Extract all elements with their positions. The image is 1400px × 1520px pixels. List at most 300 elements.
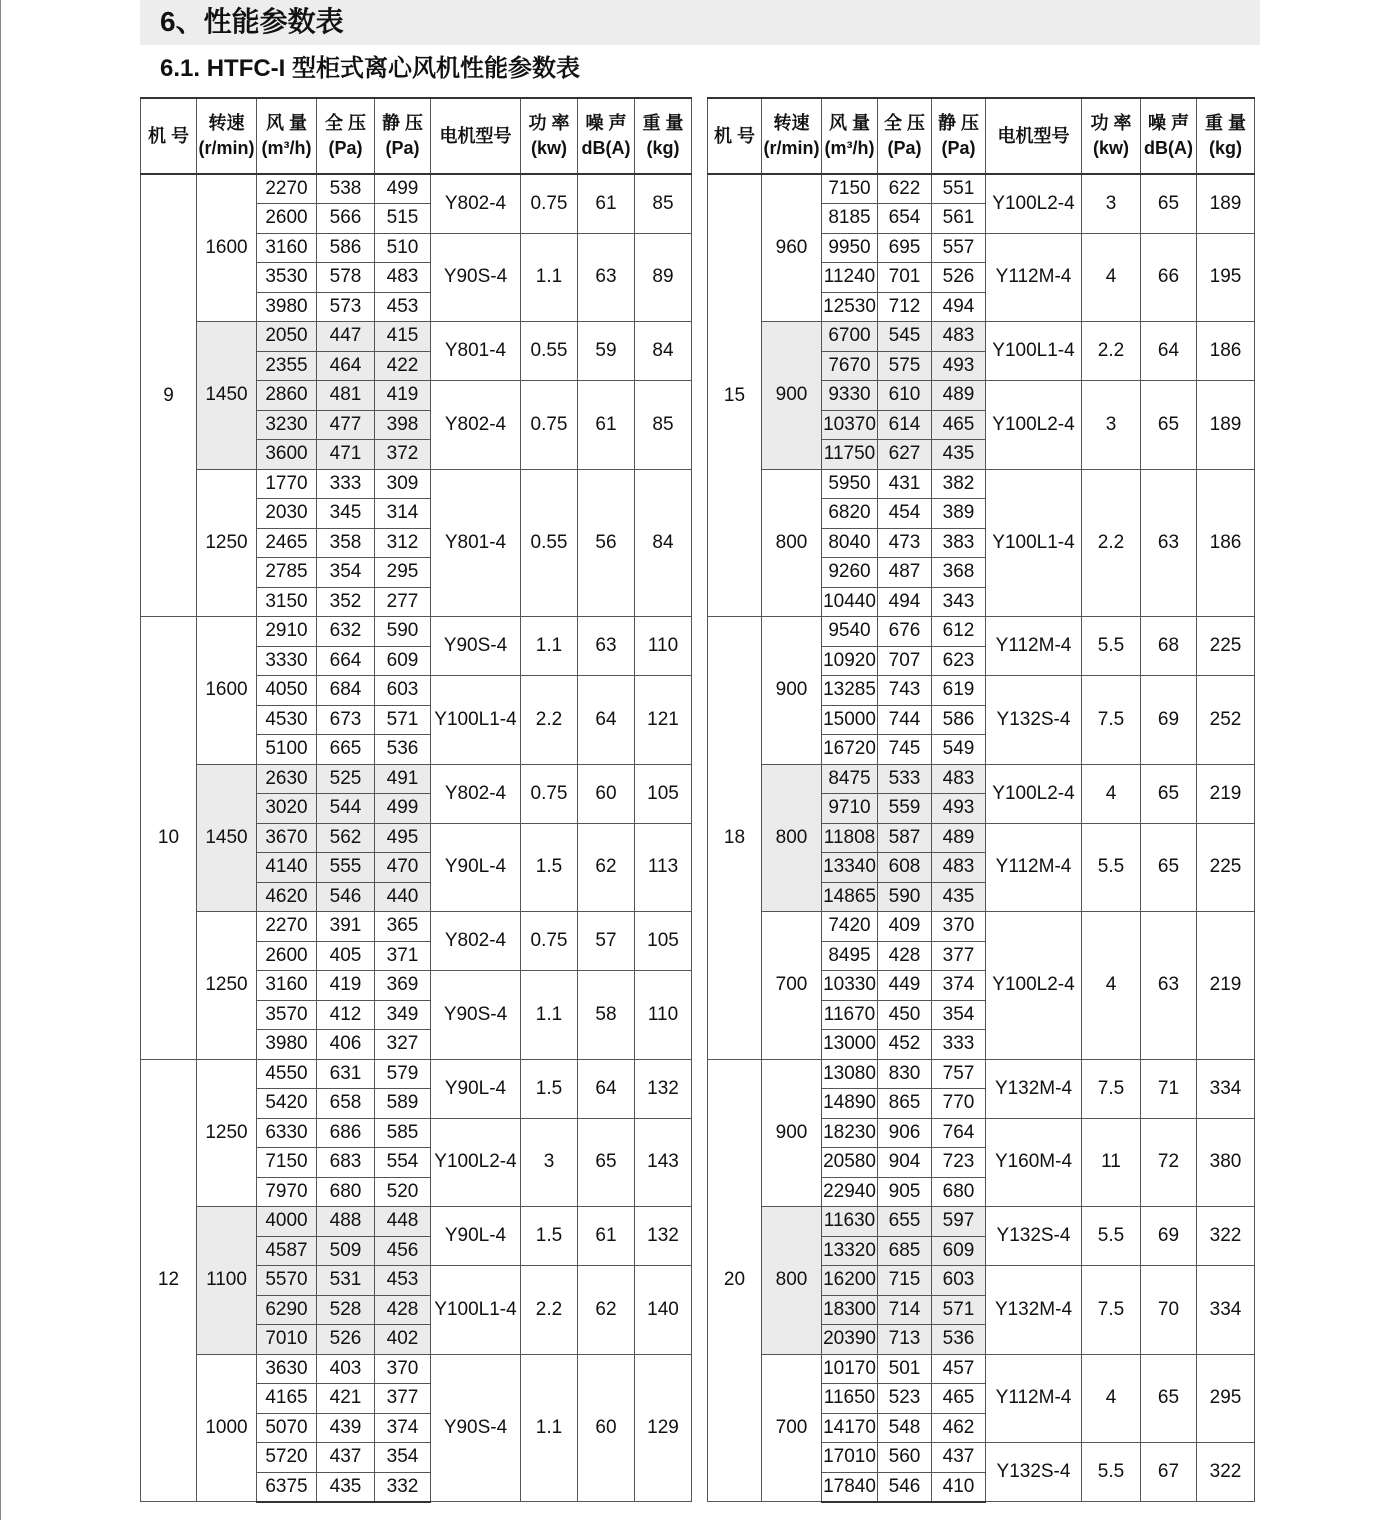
weight-cell: 322 xyxy=(1197,1207,1255,1266)
airflow-cell: 18300 xyxy=(822,1295,878,1325)
header-speed: 转速 (r/min) xyxy=(197,98,257,174)
motor-model-cell: Y802-4 xyxy=(431,381,521,470)
power-cell: 11 xyxy=(1082,1118,1141,1207)
total-pressure-cell: 473 xyxy=(878,528,932,558)
table-body xyxy=(708,174,1255,1502)
static-pressure-cell: 371 xyxy=(375,941,431,971)
table-header xyxy=(141,98,692,174)
noise-cell: 65 xyxy=(1141,174,1197,233)
weight-cell: 110 xyxy=(635,617,692,676)
static-pressure-cell: 377 xyxy=(375,1384,431,1414)
power-cell: 1.5 xyxy=(521,1207,578,1266)
airflow-cell: 14170 xyxy=(822,1413,878,1443)
machine-number-cell: 9 xyxy=(141,174,197,617)
static-pressure-cell: 422 xyxy=(375,351,431,381)
static-pressure-cell: 462 xyxy=(932,1413,986,1443)
static-pressure-cell: 536 xyxy=(375,735,431,765)
airflow-cell: 10920 xyxy=(822,646,878,676)
total-pressure-cell: 494 xyxy=(878,587,932,617)
table-row xyxy=(141,469,692,499)
total-pressure-cell: 352 xyxy=(317,587,375,617)
total-pressure-cell: 528 xyxy=(317,1295,375,1325)
airflow-cell: 8040 xyxy=(822,528,878,558)
airflow-cell: 3160 xyxy=(257,971,317,1001)
airflow-cell: 4620 xyxy=(257,882,317,912)
total-pressure-cell: 560 xyxy=(878,1443,932,1473)
static-pressure-cell: 510 xyxy=(375,233,431,263)
noise-cell: 64 xyxy=(578,1059,635,1118)
airflow-cell: 22940 xyxy=(822,1177,878,1207)
motor-model-cell: Y100L2-4 xyxy=(986,174,1082,233)
header-power: 功 率 (kw) xyxy=(521,98,578,174)
airflow-cell: 13340 xyxy=(822,853,878,883)
total-pressure-cell: 412 xyxy=(317,1000,375,1030)
noise-cell: 65 xyxy=(1141,764,1197,823)
power-cell: 3 xyxy=(521,1118,578,1207)
header-weight: 重 量 (kg) xyxy=(635,98,692,174)
total-pressure-cell: 538 xyxy=(317,174,375,204)
weight-cell: 110 xyxy=(635,971,692,1060)
noise-cell: 63 xyxy=(578,233,635,322)
total-pressure-cell: 744 xyxy=(878,705,932,735)
noise-cell: 57 xyxy=(578,912,635,971)
airflow-cell: 7150 xyxy=(257,1148,317,1178)
noise-cell: 58 xyxy=(578,971,635,1060)
static-pressure-cell: 764 xyxy=(932,1118,986,1148)
table-row xyxy=(141,912,692,942)
speed-cell: 1250 xyxy=(197,912,257,1060)
static-pressure-cell: 579 xyxy=(375,1059,431,1089)
static-pressure-cell: 609 xyxy=(932,1236,986,1266)
total-pressure-cell: 452 xyxy=(878,1030,932,1060)
static-pressure-cell: 757 xyxy=(932,1059,986,1089)
airflow-cell: 7670 xyxy=(822,351,878,381)
airflow-cell: 9710 xyxy=(822,794,878,824)
power-cell: 1.1 xyxy=(521,233,578,322)
speed-cell: 1250 xyxy=(197,469,257,617)
static-pressure-cell: 410 xyxy=(932,1472,986,1502)
motor-model-cell: Y100L1-4 xyxy=(431,676,521,765)
static-pressure-cell: 597 xyxy=(932,1207,986,1237)
static-pressure-cell: 372 xyxy=(375,440,431,470)
power-cell: 5.5 xyxy=(1082,1207,1141,1266)
total-pressure-cell: 627 xyxy=(878,440,932,470)
weight-cell: 89 xyxy=(635,233,692,322)
motor-model-cell: Y802-4 xyxy=(431,764,521,823)
total-pressure-cell: 345 xyxy=(317,499,375,529)
airflow-cell: 7010 xyxy=(257,1325,317,1355)
airflow-cell: 2785 xyxy=(257,558,317,588)
total-pressure-cell: 830 xyxy=(878,1059,932,1089)
total-pressure-cell: 676 xyxy=(878,617,932,647)
static-pressure-cell: 491 xyxy=(375,764,431,794)
airflow-cell: 3630 xyxy=(257,1354,317,1384)
airflow-cell: 3670 xyxy=(257,823,317,853)
power-cell: 4 xyxy=(1082,233,1141,322)
static-pressure-cell: 374 xyxy=(932,971,986,1001)
noise-cell: 60 xyxy=(578,764,635,823)
static-pressure-cell: 495 xyxy=(375,823,431,853)
total-pressure-cell: 664 xyxy=(317,646,375,676)
static-pressure-cell: 603 xyxy=(932,1266,986,1296)
static-pressure-cell: 493 xyxy=(932,794,986,824)
motor-model-cell: Y112M-4 xyxy=(986,1354,1082,1443)
table-row xyxy=(141,174,692,204)
static-pressure-cell: 457 xyxy=(932,1354,986,1384)
total-pressure-cell: 610 xyxy=(878,381,932,411)
airflow-cell: 5570 xyxy=(257,1266,317,1296)
total-pressure-cell: 533 xyxy=(878,764,932,794)
header-motor-model: 电机型号 xyxy=(986,98,1082,174)
noise-cell: 65 xyxy=(1141,1354,1197,1443)
static-pressure-cell: 314 xyxy=(375,499,431,529)
airflow-cell: 4530 xyxy=(257,705,317,735)
airflow-cell: 5420 xyxy=(257,1089,317,1119)
static-pressure-cell: 365 xyxy=(375,912,431,942)
static-pressure-cell: 494 xyxy=(932,292,986,322)
total-pressure-cell: 590 xyxy=(878,882,932,912)
airflow-cell: 6290 xyxy=(257,1295,317,1325)
speed-cell: 1000 xyxy=(197,1354,257,1502)
weight-cell: 219 xyxy=(1197,764,1255,823)
static-pressure-cell: 435 xyxy=(932,440,986,470)
motor-model-cell: Y801-4 xyxy=(431,469,521,617)
total-pressure-cell: 526 xyxy=(317,1325,375,1355)
table-row xyxy=(141,1207,692,1237)
motor-model-cell: Y132M-4 xyxy=(986,1059,1082,1118)
motor-model-cell: Y132S-4 xyxy=(986,1207,1082,1266)
speed-cell: 700 xyxy=(762,912,822,1060)
static-pressure-cell: 571 xyxy=(932,1295,986,1325)
static-pressure-cell: 453 xyxy=(375,292,431,322)
total-pressure-cell: 471 xyxy=(317,440,375,470)
speed-cell: 800 xyxy=(762,1207,822,1355)
static-pressure-cell: 349 xyxy=(375,1000,431,1030)
static-pressure-cell: 770 xyxy=(932,1089,986,1119)
total-pressure-cell: 406 xyxy=(317,1030,375,1060)
total-pressure-cell: 358 xyxy=(317,528,375,558)
airflow-cell: 10330 xyxy=(822,971,878,1001)
total-pressure-cell: 865 xyxy=(878,1089,932,1119)
weight-cell: 132 xyxy=(635,1207,692,1266)
airflow-cell: 2910 xyxy=(257,617,317,647)
airflow-cell: 8185 xyxy=(822,204,878,234)
power-cell: 5.5 xyxy=(1082,1443,1141,1502)
airflow-cell: 6820 xyxy=(822,499,878,529)
speed-cell: 800 xyxy=(762,469,822,617)
total-pressure-cell: 673 xyxy=(317,705,375,735)
noise-cell: 61 xyxy=(578,1207,635,1266)
total-pressure-cell: 632 xyxy=(317,617,375,647)
power-cell: 4 xyxy=(1082,1354,1141,1443)
noise-cell: 59 xyxy=(578,322,635,381)
static-pressure-cell: 483 xyxy=(375,263,431,293)
static-pressure-cell: 609 xyxy=(375,646,431,676)
motor-model-cell: Y100L1-4 xyxy=(431,1266,521,1355)
performance-table-left xyxy=(140,97,692,1503)
motor-model-cell: Y132S-4 xyxy=(986,676,1082,765)
static-pressure-cell: 499 xyxy=(375,174,431,204)
airflow-cell: 2270 xyxy=(257,174,317,204)
airflow-cell: 18230 xyxy=(822,1118,878,1148)
static-pressure-cell: 389 xyxy=(932,499,986,529)
noise-cell: 62 xyxy=(578,1266,635,1355)
motor-model-cell: Y100L1-4 xyxy=(986,322,1082,381)
airflow-cell: 20390 xyxy=(822,1325,878,1355)
total-pressure-cell: 559 xyxy=(878,794,932,824)
static-pressure-cell: 435 xyxy=(932,882,986,912)
weight-cell: 225 xyxy=(1197,823,1255,912)
static-pressure-cell: 327 xyxy=(375,1030,431,1060)
noise-cell: 63 xyxy=(1141,912,1197,1060)
weight-cell: 105 xyxy=(635,764,692,823)
noise-cell: 68 xyxy=(1141,617,1197,676)
weight-cell: 84 xyxy=(635,469,692,617)
total-pressure-cell: 587 xyxy=(878,823,932,853)
total-pressure-cell: 544 xyxy=(317,794,375,824)
airflow-cell: 5100 xyxy=(257,735,317,765)
table-row xyxy=(708,469,1255,499)
static-pressure-cell: 440 xyxy=(375,882,431,912)
airflow-cell: 3570 xyxy=(257,1000,317,1030)
speed-cell: 1450 xyxy=(197,764,257,912)
static-pressure-cell: 370 xyxy=(932,912,986,942)
weight-cell: 189 xyxy=(1197,381,1255,470)
noise-cell: 60 xyxy=(578,1354,635,1502)
static-pressure-cell: 368 xyxy=(932,558,986,588)
static-pressure-cell: 312 xyxy=(375,528,431,558)
static-pressure-cell: 456 xyxy=(375,1236,431,1266)
static-pressure-cell: 470 xyxy=(375,853,431,883)
noise-cell: 67 xyxy=(1141,1443,1197,1502)
motor-model-cell: Y132S-4 xyxy=(986,1443,1082,1502)
static-pressure-cell: 277 xyxy=(375,587,431,617)
table-row xyxy=(141,322,692,352)
motor-model-cell: Y90L-4 xyxy=(431,1059,521,1118)
noise-cell: 61 xyxy=(578,174,635,233)
static-pressure-cell: 499 xyxy=(375,794,431,824)
power-cell: 2.2 xyxy=(521,1266,578,1355)
noise-cell: 62 xyxy=(578,823,635,912)
total-pressure-cell: 454 xyxy=(878,499,932,529)
total-pressure-cell: 586 xyxy=(317,233,375,263)
static-pressure-cell: 489 xyxy=(932,823,986,853)
table-row xyxy=(708,617,1255,647)
motor-model-cell: Y112M-4 xyxy=(986,617,1082,676)
airflow-cell: 14890 xyxy=(822,1089,878,1119)
total-pressure-cell: 431 xyxy=(878,469,932,499)
static-pressure-cell: 536 xyxy=(932,1325,986,1355)
airflow-cell: 3150 xyxy=(257,587,317,617)
noise-cell: 72 xyxy=(1141,1118,1197,1207)
total-pressure-cell: 655 xyxy=(878,1207,932,1237)
airflow-cell: 16720 xyxy=(822,735,878,765)
airflow-cell: 3160 xyxy=(257,233,317,263)
static-pressure-cell: 489 xyxy=(932,381,986,411)
static-pressure-cell: 377 xyxy=(932,941,986,971)
table-subtitle: 6.1. HTFC-I 型柜式离心风机性能参数表 xyxy=(160,55,581,82)
power-cell: 5.5 xyxy=(1082,617,1141,676)
header-static-pressure: 静 压 (Pa) xyxy=(932,98,986,174)
airflow-cell: 5950 xyxy=(822,469,878,499)
airflow-cell: 4587 xyxy=(257,1236,317,1266)
total-pressure-cell: 437 xyxy=(317,1443,375,1473)
table-row xyxy=(708,322,1255,352)
total-pressure-cell: 409 xyxy=(878,912,932,942)
motor-model-cell: Y802-4 xyxy=(431,912,521,971)
static-pressure-cell: 369 xyxy=(375,971,431,1001)
weight-cell: 334 xyxy=(1197,1059,1255,1118)
airflow-cell: 3530 xyxy=(257,263,317,293)
weight-cell: 189 xyxy=(1197,174,1255,233)
airflow-cell: 7150 xyxy=(822,174,878,204)
total-pressure-cell: 477 xyxy=(317,410,375,440)
weight-cell: 113 xyxy=(635,823,692,912)
total-pressure-cell: 449 xyxy=(878,971,932,1001)
speed-cell: 960 xyxy=(762,174,822,322)
total-pressure-cell: 525 xyxy=(317,764,375,794)
performance-table-right xyxy=(707,97,1255,1503)
airflow-cell: 11808 xyxy=(822,823,878,853)
total-pressure-cell: 686 xyxy=(317,1118,375,1148)
motor-model-cell: Y100L2-4 xyxy=(986,764,1082,823)
weight-cell: 219 xyxy=(1197,912,1255,1060)
machine-number-cell: 10 xyxy=(141,617,197,1060)
motor-model-cell: Y90S-4 xyxy=(431,1354,521,1502)
weight-cell: 121 xyxy=(635,676,692,765)
airflow-cell: 7420 xyxy=(822,912,878,942)
noise-cell: 64 xyxy=(578,676,635,765)
header-noise: 噪 声 dB(A) xyxy=(1141,98,1197,174)
machine-number-cell: 18 xyxy=(708,617,762,1060)
static-pressure-cell: 589 xyxy=(375,1089,431,1119)
motor-model-cell: Y100L2-4 xyxy=(986,912,1082,1060)
header-total-pressure: 全 压 (Pa) xyxy=(317,98,375,174)
airflow-cell: 11750 xyxy=(822,440,878,470)
airflow-cell: 10440 xyxy=(822,587,878,617)
weight-cell: 84 xyxy=(635,322,692,381)
total-pressure-cell: 654 xyxy=(878,204,932,234)
airflow-cell: 14865 xyxy=(822,882,878,912)
weight-cell: 322 xyxy=(1197,1443,1255,1502)
weight-cell: 295 xyxy=(1197,1354,1255,1443)
motor-model-cell: Y90L-4 xyxy=(431,1207,521,1266)
power-cell: 3 xyxy=(1082,381,1141,470)
static-pressure-cell: 590 xyxy=(375,617,431,647)
static-pressure-cell: 383 xyxy=(932,528,986,558)
static-pressure-cell: 465 xyxy=(932,410,986,440)
power-cell: 0.55 xyxy=(521,469,578,617)
total-pressure-cell: 501 xyxy=(878,1354,932,1384)
static-pressure-cell: 415 xyxy=(375,322,431,352)
total-pressure-cell: 622 xyxy=(878,174,932,204)
airflow-cell: 6375 xyxy=(257,1472,317,1502)
motor-model-cell: Y90S-4 xyxy=(431,233,521,322)
static-pressure-cell: 483 xyxy=(932,764,986,794)
static-pressure-cell: 551 xyxy=(932,174,986,204)
page-left-rule xyxy=(0,0,1,1520)
noise-cell: 64 xyxy=(1141,322,1197,381)
airflow-cell: 5720 xyxy=(257,1443,317,1473)
total-pressure-cell: 906 xyxy=(878,1118,932,1148)
speed-cell: 800 xyxy=(762,764,822,912)
table-header xyxy=(708,98,1255,174)
header-motor-model: 电机型号 xyxy=(431,98,521,174)
static-pressure-cell: 515 xyxy=(375,204,431,234)
static-pressure-cell: 402 xyxy=(375,1325,431,1355)
speed-cell: 1450 xyxy=(197,322,257,470)
static-pressure-cell: 332 xyxy=(375,1472,431,1502)
airflow-cell: 9950 xyxy=(822,233,878,263)
machine-number-cell: 12 xyxy=(141,1059,197,1502)
speed-cell: 900 xyxy=(762,617,822,765)
motor-model-cell: Y802-4 xyxy=(431,174,521,233)
total-pressure-cell: 680 xyxy=(317,1177,375,1207)
header-noise: 噪 声 dB(A) xyxy=(578,98,635,174)
motor-model-cell: Y90L-4 xyxy=(431,823,521,912)
machine-number-cell: 15 xyxy=(708,174,762,617)
header-machine: 机 号 xyxy=(141,98,197,174)
header-airflow: 风 量 (m³/h) xyxy=(257,98,317,174)
motor-model-cell: Y100L1-4 xyxy=(986,469,1082,617)
total-pressure-cell: 695 xyxy=(878,233,932,263)
total-pressure-cell: 555 xyxy=(317,853,375,883)
airflow-cell: 2600 xyxy=(257,941,317,971)
static-pressure-cell: 493 xyxy=(932,351,986,381)
total-pressure-cell: 450 xyxy=(878,1000,932,1030)
speed-cell: 1100 xyxy=(197,1207,257,1355)
airflow-cell: 4550 xyxy=(257,1059,317,1089)
total-pressure-cell: 419 xyxy=(317,971,375,1001)
noise-cell: 69 xyxy=(1141,676,1197,765)
total-pressure-cell: 447 xyxy=(317,322,375,352)
static-pressure-cell: 483 xyxy=(932,853,986,883)
total-pressure-cell: 481 xyxy=(317,381,375,411)
table-row xyxy=(708,912,1255,942)
weight-cell: 105 xyxy=(635,912,692,971)
motor-model-cell: Y132M-4 xyxy=(986,1266,1082,1355)
airflow-cell: 2050 xyxy=(257,322,317,352)
static-pressure-cell: 586 xyxy=(932,705,986,735)
section-title: 6、性能参数表 xyxy=(160,6,344,37)
speed-cell: 900 xyxy=(762,322,822,470)
static-pressure-cell: 680 xyxy=(932,1177,986,1207)
static-pressure-cell: 585 xyxy=(375,1118,431,1148)
airflow-cell: 8475 xyxy=(822,764,878,794)
power-cell: 0.75 xyxy=(521,174,578,233)
total-pressure-cell: 575 xyxy=(878,351,932,381)
airflow-cell: 15000 xyxy=(822,705,878,735)
total-pressure-cell: 714 xyxy=(878,1295,932,1325)
airflow-cell: 4050 xyxy=(257,676,317,706)
weight-cell: 186 xyxy=(1197,469,1255,617)
weight-cell: 85 xyxy=(635,381,692,470)
airflow-cell: 2860 xyxy=(257,381,317,411)
airflow-cell: 5070 xyxy=(257,1413,317,1443)
table-row xyxy=(708,1354,1255,1384)
static-pressure-cell: 354 xyxy=(932,1000,986,1030)
total-pressure-cell: 403 xyxy=(317,1354,375,1384)
total-pressure-cell: 428 xyxy=(878,941,932,971)
total-pressure-cell: 523 xyxy=(878,1384,932,1414)
total-pressure-cell: 566 xyxy=(317,204,375,234)
motor-model-cell: Y90S-4 xyxy=(431,971,521,1060)
power-cell: 1.1 xyxy=(521,617,578,676)
airflow-cell: 2465 xyxy=(257,528,317,558)
table-row xyxy=(141,1059,692,1089)
total-pressure-cell: 439 xyxy=(317,1413,375,1443)
airflow-cell: 3980 xyxy=(257,1030,317,1060)
